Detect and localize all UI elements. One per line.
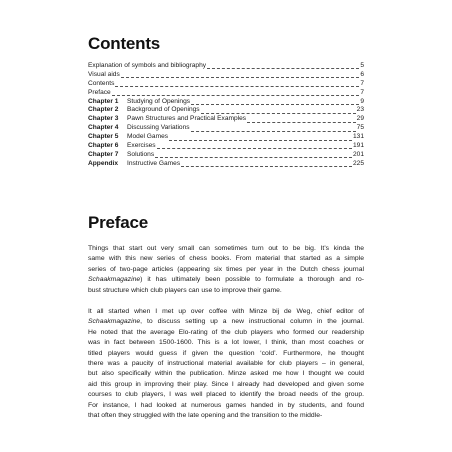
table-of-contents (88, 62, 364, 169)
toc-entry-title: Explanation of symbols and bibliography (88, 62, 207, 69)
toc-entry[interactable] (88, 71, 364, 80)
toc-dot-leader (247, 117, 356, 123)
toc-entry-title: Contents (88, 79, 115, 87)
toc-page-number: 191 (352, 142, 364, 150)
contents-heading: Contents (88, 34, 161, 53)
toc-page-number: 6 (360, 70, 364, 78)
toc-entry-title: Pawn Structures and Practical Examples (127, 115, 247, 123)
text-line: Schaakmagazine, to discuss setting up a new instructional column in the journal. (88, 318, 364, 326)
toc-entry-title: Background of Openings (127, 106, 200, 114)
toc-page-number: 7 (360, 88, 364, 96)
toc-page-number: 9 (360, 97, 364, 105)
toc-page-number: 29 (356, 115, 364, 123)
toc-dot-leader (169, 135, 352, 141)
text-line: titled players would guess if given the question ‘cold’. Furthermore, he thought (88, 349, 364, 357)
preface-paragraph-1 (88, 244, 364, 296)
toc-page-number: 23 (356, 106, 364, 114)
text-line: but also specifically within the publication. Minze asked me how I thought we could (88, 370, 364, 378)
text-line: there was a paucity of instructional material available for club players – in general, (88, 360, 364, 368)
toc-entry-title: Visual aids (88, 70, 120, 78)
text-line: was in fact between 1500-1600. This is a lot lower, I think, than most coaches or (88, 339, 364, 347)
toc-entry-title: Studying of Openings (127, 97, 191, 105)
toc-entry[interactable] (88, 142, 364, 151)
toc-entry[interactable] (88, 80, 364, 89)
toc-chapter-label: Chapter 4 (88, 124, 119, 132)
toc-dot-leader (191, 126, 356, 132)
toc-entry-title: Instructive Games (127, 159, 181, 167)
toc-page-number: 7 (360, 79, 364, 87)
toc-chapter-label: Chapter 7 (88, 150, 119, 158)
paragraph-text (88, 307, 364, 421)
text-line: bust structure which club players can use to improve their game. (88, 286, 282, 294)
toc-page-number: 75 (356, 124, 364, 132)
toc-dot-leader (207, 63, 359, 69)
toc-entry-title: Model Games (127, 133, 169, 141)
toc-chapter-label: Chapter 3 (88, 115, 119, 123)
toc-entry[interactable] (88, 115, 364, 124)
toc-page-number: 131 (352, 133, 364, 141)
toc-chapter-label: Appendix (88, 159, 119, 167)
toc-entry[interactable] (88, 151, 364, 160)
toc-page-number: 201 (352, 150, 364, 158)
toc-entry[interactable] (88, 160, 364, 169)
toc-dot-leader (121, 72, 360, 78)
toc-dot-leader (191, 99, 359, 105)
text-line: Schaakmagazine) it has ultimately been possible to formulate a thorough and ro- (88, 276, 364, 284)
toc-dot-leader (115, 81, 359, 87)
toc-entry[interactable] (88, 89, 364, 98)
toc-entry[interactable] (88, 133, 364, 142)
preface-body (88, 244, 364, 422)
toc-dot-leader (155, 152, 352, 158)
toc-dot-leader (157, 143, 352, 149)
text-line: He noted that the average Elo-rating of the club players who formed our readership (88, 328, 364, 336)
text-line: Things that start out very small can sometimes turn out to be big. It’s kinda the (88, 245, 364, 252)
toc-chapter-label: Chapter 2 (88, 106, 119, 114)
toc-entry-title: Preface (88, 88, 111, 96)
text-line: series of two-page articles (appearing six times per year in the Dutch chess journal (88, 265, 364, 273)
toc-dot-leader (112, 90, 360, 96)
toc-entry[interactable] (88, 98, 364, 107)
text-line: that often they struggled with the late opening and the transition to the middle- (88, 412, 323, 420)
toc-chapter-label: Chapter 6 (88, 142, 119, 150)
text-line: For instance, I had looked at numerous games handed in by students, and found (88, 401, 364, 409)
preface-heading: Preface (88, 213, 149, 232)
text-line: It all started when I met up over coffee with Minze bij de Weg, chief editor of (88, 308, 364, 316)
toc-chapter-label: Chapter 1 (88, 97, 119, 105)
toc-entry[interactable] (88, 106, 364, 115)
toc-chapter-label: Chapter 5 (88, 133, 119, 141)
toc-entry-title: Exercises (127, 142, 156, 150)
toc-dot-leader (201, 108, 356, 114)
text-line: aid this group in improving their play. Since I already had developed and given some (88, 380, 364, 388)
toc-page-number: 225 (352, 159, 364, 167)
toc-entry[interactable] (88, 124, 364, 133)
text-line: same with this new series of chess books. From material that started as a simple (88, 255, 364, 263)
toc-entry[interactable] (88, 62, 364, 71)
toc-page-number: 5 (360, 62, 364, 69)
toc-entry-title: Solutions (127, 150, 155, 158)
preface-paragraph-2 (88, 307, 364, 421)
toc-entry-title: Discussing Variations (127, 124, 190, 132)
toc-dot-leader (181, 161, 352, 167)
text-line: courses to club players, I was well placed to identify the broad needs of the group. (88, 391, 364, 399)
paragraph-text (88, 244, 364, 296)
